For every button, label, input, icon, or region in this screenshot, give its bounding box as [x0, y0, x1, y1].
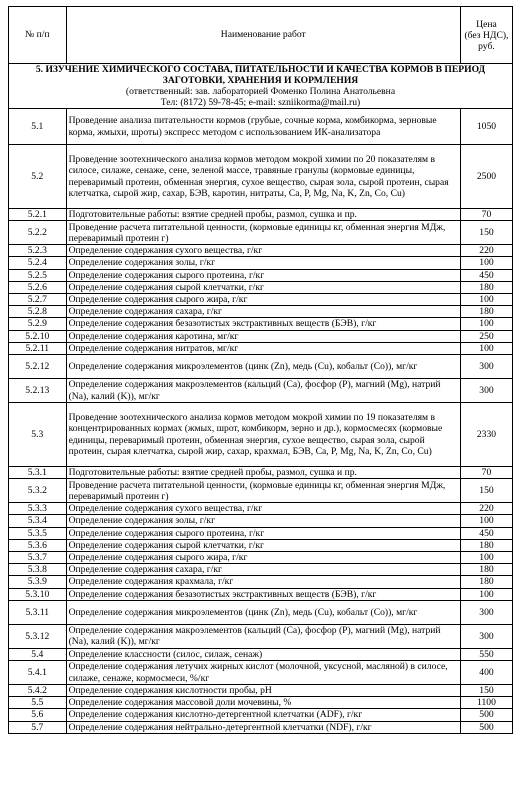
row-price: 150 [460, 221, 512, 245]
row-work-name: Определение содержания сырого протеина, г/кг [66, 527, 460, 539]
table-row [9, 588, 513, 600]
row-price: 100 [460, 294, 512, 306]
row-number: 5.2.3 [9, 245, 67, 257]
row-work-name: Определение содержания сырого протеина, г/кг [66, 269, 460, 281]
table-row [9, 109, 513, 145]
row-price: 180 [460, 539, 512, 551]
header-price-line-3: руб. [478, 40, 495, 52]
row-price: 100 [460, 342, 512, 354]
row-work-name: Определение содержания кислотно-детергентной клетчатки (ADF), г/кг [66, 709, 460, 721]
row-number: 5.2.12 [9, 355, 67, 379]
row-price: 70 [460, 467, 512, 479]
table-row [9, 685, 513, 697]
row-number: 5.3.2 [9, 479, 67, 503]
row-work-name: Определение содержания сухого вещества, г/кг [66, 503, 460, 515]
row-work-name: Определение содержания нейтрально-детергентной клетчатки (NDF), г/кг [66, 721, 460, 733]
table-row [9, 648, 513, 660]
row-number: 5.3.3 [9, 503, 67, 515]
row-work-name: Определение содержания кислотности пробы, pH [66, 685, 460, 697]
row-number: 5.2.2 [9, 221, 67, 245]
row-number: 5.2.13 [9, 379, 67, 403]
table-row [9, 318, 513, 330]
row-number: 5.4.2 [9, 685, 67, 697]
row-price: 300 [460, 379, 512, 403]
header-price-line-1: Цена [476, 18, 497, 30]
row-number: 5.3.12 [9, 624, 67, 648]
row-work-name: Определение содержания микроэлементов (цинк (Zn), медь (Cu), кобальт (Co)), мг/кг [66, 600, 460, 624]
table-row [9, 552, 513, 564]
row-work-name: Проведение анализа питательности кормов (грубые, сочные корма, комбикорма, зерновые корма, жмыхи, шроты) экспресс методом с использованием ИК-анализатора [66, 109, 460, 145]
row-number: 5.3.7 [9, 552, 67, 564]
table-row [9, 294, 513, 306]
row-price: 2500 [460, 145, 512, 209]
row-price: 2330 [460, 403, 512, 467]
row-number: 5.4 [9, 648, 67, 660]
row-number: 5.2.1 [9, 209, 67, 221]
row-price: 100 [460, 515, 512, 527]
row-number: 5.3.8 [9, 564, 67, 576]
section-title: 5. ИЗУЧЕНИЕ ХИМИЧЕСКОГО СОСТАВА, ПИТАТЕЛЬНОСТИ И КАЧЕСТВА КОРМОВ В ПЕРИОД ЗАГОТОВКИ, ХРАНЕНИЯ И КОРМЛЕНИЯ [35, 64, 486, 86]
row-number: 5.2.6 [9, 281, 67, 293]
row-price: 100 [460, 318, 512, 330]
row-price: 180 [460, 576, 512, 588]
header-price-line-2: (без НДС), [464, 29, 509, 41]
table-row [9, 145, 513, 209]
row-work-name: Определение содержания сахара, г/кг [66, 306, 460, 318]
row-work-name: Подготовительные работы: взятие средней пробы, размол, сушка и пр. [66, 209, 460, 221]
row-number: 5.6 [9, 709, 67, 721]
row-work-name: Определение содержания каротина, мг/кг [66, 330, 460, 342]
row-number: 5.3.4 [9, 515, 67, 527]
row-work-name: Проведение зоотехнического анализа кормов методом мокрой химии по 20 показателям в силосе, силаже, сенаже, сене, зеленой массе, травяные гранулы (кормовые единицы, переваримый протеин, обменная энергия, сухое вещество, сырая зола, сырой протеин, сырая клетчатка, сырой жир, сахар, БЭВ, каротин, нитраты, Ca, P, Mg, Na, K, Zn, Co, Cu) [66, 145, 460, 209]
row-price: 220 [460, 503, 512, 515]
row-price: 400 [460, 661, 512, 685]
table-row [9, 624, 513, 648]
row-number: 5.2.10 [9, 330, 67, 342]
row-work-name: Проведение расчета питательной ценности, (кормовые единицы кг, обменная энергия МДж, переваримый протеин г) [66, 479, 460, 503]
table-row [9, 330, 513, 342]
table-row [9, 209, 513, 221]
table-row [9, 661, 513, 685]
row-work-name: Определение содержания безазотистых экстрактивных веществ (БЭВ), г/кг [66, 588, 460, 600]
row-work-name: Определение содержания нитратов, мг/кг [66, 342, 460, 354]
table-row [9, 600, 513, 624]
section-header-row [9, 64, 513, 109]
row-number: 5.4.1 [9, 661, 67, 685]
row-price: 500 [460, 721, 512, 733]
section-header [9, 64, 513, 109]
row-price: 180 [460, 306, 512, 318]
table-row [9, 721, 513, 733]
row-price: 180 [460, 564, 512, 576]
row-work-name: Определение классности (силос, силаж, сенаж) [66, 648, 460, 660]
table-row [9, 379, 513, 403]
row-number: 5.3 [9, 403, 67, 467]
table-row [9, 281, 513, 293]
table-header-row [9, 7, 513, 64]
table-row [9, 403, 513, 467]
row-price: 500 [460, 709, 512, 721]
row-price: 180 [460, 281, 512, 293]
row-work-name: Проведение расчета питательной ценности, (кормовые единицы кг, обменная энергия МДж, переваримый протеин г) [66, 221, 460, 245]
table-row [9, 709, 513, 721]
row-number: 5.3.11 [9, 600, 67, 624]
price-table [8, 6, 513, 734]
row-number: 5.2.7 [9, 294, 67, 306]
table-row [9, 245, 513, 257]
row-price: 550 [460, 648, 512, 660]
table-row [9, 515, 513, 527]
row-work-name: Определение содержания крахмала, г/кг [66, 576, 460, 588]
row-price: 70 [460, 209, 512, 221]
row-number: 5.1 [9, 109, 67, 145]
row-price: 250 [460, 330, 512, 342]
row-work-name: Определение содержания золы, г/кг [66, 515, 460, 527]
row-price: 100 [460, 588, 512, 600]
row-price: 220 [460, 245, 512, 257]
header-price [460, 7, 512, 64]
row-number: 5.3.5 [9, 527, 67, 539]
table-row [9, 576, 513, 588]
table-row [9, 342, 513, 354]
row-number: 5.2.9 [9, 318, 67, 330]
table-row [9, 257, 513, 269]
row-work-name: Определение содержания сахара, г/кг [66, 564, 460, 576]
row-work-name: Определение содержания массовой доли мочевины, % [66, 697, 460, 709]
table-row [9, 503, 513, 515]
row-work-name: Определение содержания макроэлементов (кальций (Ca), фосфор (P), магний (Mg), натрий (Na), калий (K)), мг/кг [66, 624, 460, 648]
row-work-name: Определение содержания золы, г/кг [66, 257, 460, 269]
table-row [9, 697, 513, 709]
row-price: 1050 [460, 109, 512, 145]
section-contact: Тел: (8172) 59-78-45; e-mail: szniikorma@mail.ru) [160, 97, 361, 108]
section-responsible: (ответственный: зав. лабораторией Фоменко Полина Анатольевна [125, 86, 396, 97]
row-price: 300 [460, 624, 512, 648]
row-price: 450 [460, 269, 512, 281]
row-number: 5.2.8 [9, 306, 67, 318]
row-number: 5.3.1 [9, 467, 67, 479]
table-row [9, 269, 513, 281]
row-work-name: Определение содержания безазотистых экстрактивных веществ (БЭВ), г/кг [66, 318, 460, 330]
header-work-name: Наименование работ [66, 7, 460, 64]
row-number: 5.2.11 [9, 342, 67, 354]
row-price: 150 [460, 479, 512, 503]
row-price: 300 [460, 600, 512, 624]
table-row [9, 527, 513, 539]
row-number: 5.2 [9, 145, 67, 209]
table-row [9, 355, 513, 379]
table-row [9, 221, 513, 245]
row-work-name: Определение содержания макроэлементов (кальций (Ca), фосфор (P), магний (Mg), натрий (Na), калий (K)), мг/кг [66, 379, 460, 403]
row-price: 100 [460, 257, 512, 269]
row-work-name: Определение содержания сырого жира, г/кг [66, 294, 460, 306]
row-work-name: Определение содержания сухого вещества, г/кг [66, 245, 460, 257]
row-price: 450 [460, 527, 512, 539]
row-work-name: Определение содержания летучих жирных кислот (молочной, уксусной, масляной) в силосе, силаже, сенаже, кормосмеси, %/кг [66, 661, 460, 685]
row-price: 150 [460, 685, 512, 697]
row-number: 5.7 [9, 721, 67, 733]
header-number: № п/п [9, 7, 67, 64]
row-number: 5.2.5 [9, 269, 67, 281]
row-price: 300 [460, 355, 512, 379]
row-work-name: Подготовительные работы: взятие средней пробы, размол, сушка и пр. [66, 467, 460, 479]
table-row [9, 306, 513, 318]
row-work-name: Определение содержания сырой клетчатки, г/кг [66, 281, 460, 293]
row-work-name: Определение содержания сырой клетчатки, г/кг [66, 539, 460, 551]
row-number: 5.2.4 [9, 257, 67, 269]
row-number: 5.3.6 [9, 539, 67, 551]
table-row [9, 467, 513, 479]
table-row [9, 564, 513, 576]
table-row [9, 479, 513, 503]
row-price: 1100 [460, 697, 512, 709]
row-price: 100 [460, 552, 512, 564]
row-work-name: Определение содержания микроэлементов (цинк (Zn), медь (Cu), кобальт (Co)), мг/кг [66, 355, 460, 379]
row-number: 5.3.9 [9, 576, 67, 588]
row-number: 5.5 [9, 697, 67, 709]
table-row [9, 539, 513, 551]
row-work-name: Проведение зоотехнического анализа кормов методом мокрой химии по 19 показателям в концентрированных кормах (жмых, шрот, комбикорм, зерно и др.), кормосмесях (кормовые единицы, переваримый протеин, обменная энергия, сухое вещество, сырая зола, сырой протеин, сырая клетчатка, сырой жир, сахар, крахмал, БЭВ, Ca, P, Mg, Na, K, Zn, Co, Cu) [66, 403, 460, 467]
row-number: 5.3.10 [9, 588, 67, 600]
row-work-name: Определение содержания сырого жира, г/кг [66, 552, 460, 564]
